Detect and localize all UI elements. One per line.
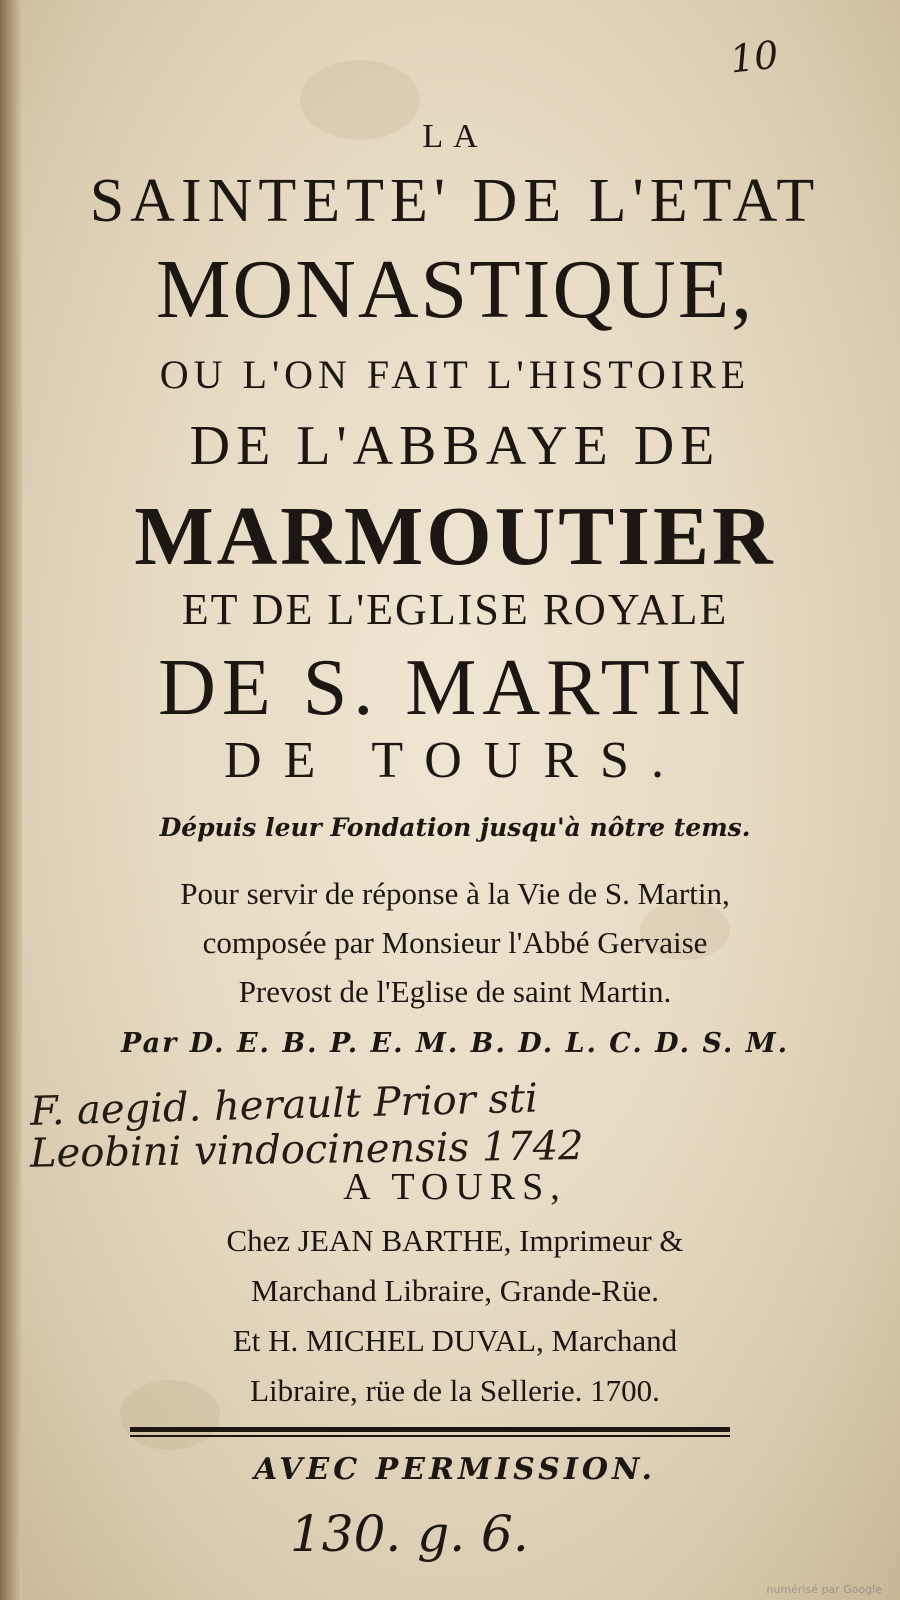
title-line-saintete: SAINTETE' DE L'ETAT	[89, 167, 821, 235]
handwritten-inscription-line-1: F. aegid. herault Prior sti	[29, 1075, 539, 1135]
imprint-line-4: Libraire, rüe de la Sellerie. 1700.	[250, 1373, 660, 1408]
title-line-monastique: MONASTIQUE,	[155, 243, 755, 336]
imprint-line-2: Marchand Libraire, Grande-Rüe.	[251, 1273, 659, 1308]
purpose-line-2: composée par Monsieur l'Abbé Gervaise	[202, 925, 708, 960]
handwritten-shelfmark: 130. g. 6.	[290, 1505, 529, 1563]
purpose-line-3: Prevost de l'Eglise de saint Martin.	[238, 974, 672, 1009]
purpose-line-1: Pour servir de réponse à la Vie de S. Martin,	[180, 876, 730, 911]
author-initials: Par D. E. B. P. E. M. B. D. L. C. D. S. M.	[121, 1028, 789, 1059]
decorative-rule-thin	[130, 1435, 730, 1437]
title-line-abbaye: DE L'ABBAYE DE	[189, 415, 721, 477]
imprint-city: A TOURS,	[343, 1166, 567, 1208]
decorative-rule-thick	[130, 1427, 730, 1432]
subtitle: Dépuis leur Fondation jusqu'à nôtre tems.	[159, 813, 751, 842]
title-line-marmoutier: MARMOUTIER	[134, 490, 776, 583]
binding-edge	[0, 0, 22, 1600]
corner-page-mark: 10	[727, 32, 781, 82]
title-line-s-martin: DE S. MARTIN	[158, 644, 752, 732]
digitization-watermark: numérisé par Google	[766, 1583, 882, 1596]
permission-notice: AVEC PERMISSION.	[254, 1452, 656, 1487]
title-line-tours: DE TOURS.	[224, 732, 686, 789]
title-line-la: LA	[422, 118, 488, 155]
title-line-eglise: ET DE L'EGLISE ROYALE	[181, 585, 729, 634]
handwritten-inscription-line-2: Leobini vindocinensis 1742	[29, 1123, 584, 1177]
title-line-histoire: OU L'ON FAIT L'HISTOIRE	[159, 352, 751, 397]
imprint-line-1: Chez JEAN BARTHE, Imprimeur &	[226, 1223, 684, 1258]
imprint-line-3: Et H. MICHEL DUVAL, Marchand	[232, 1323, 678, 1358]
